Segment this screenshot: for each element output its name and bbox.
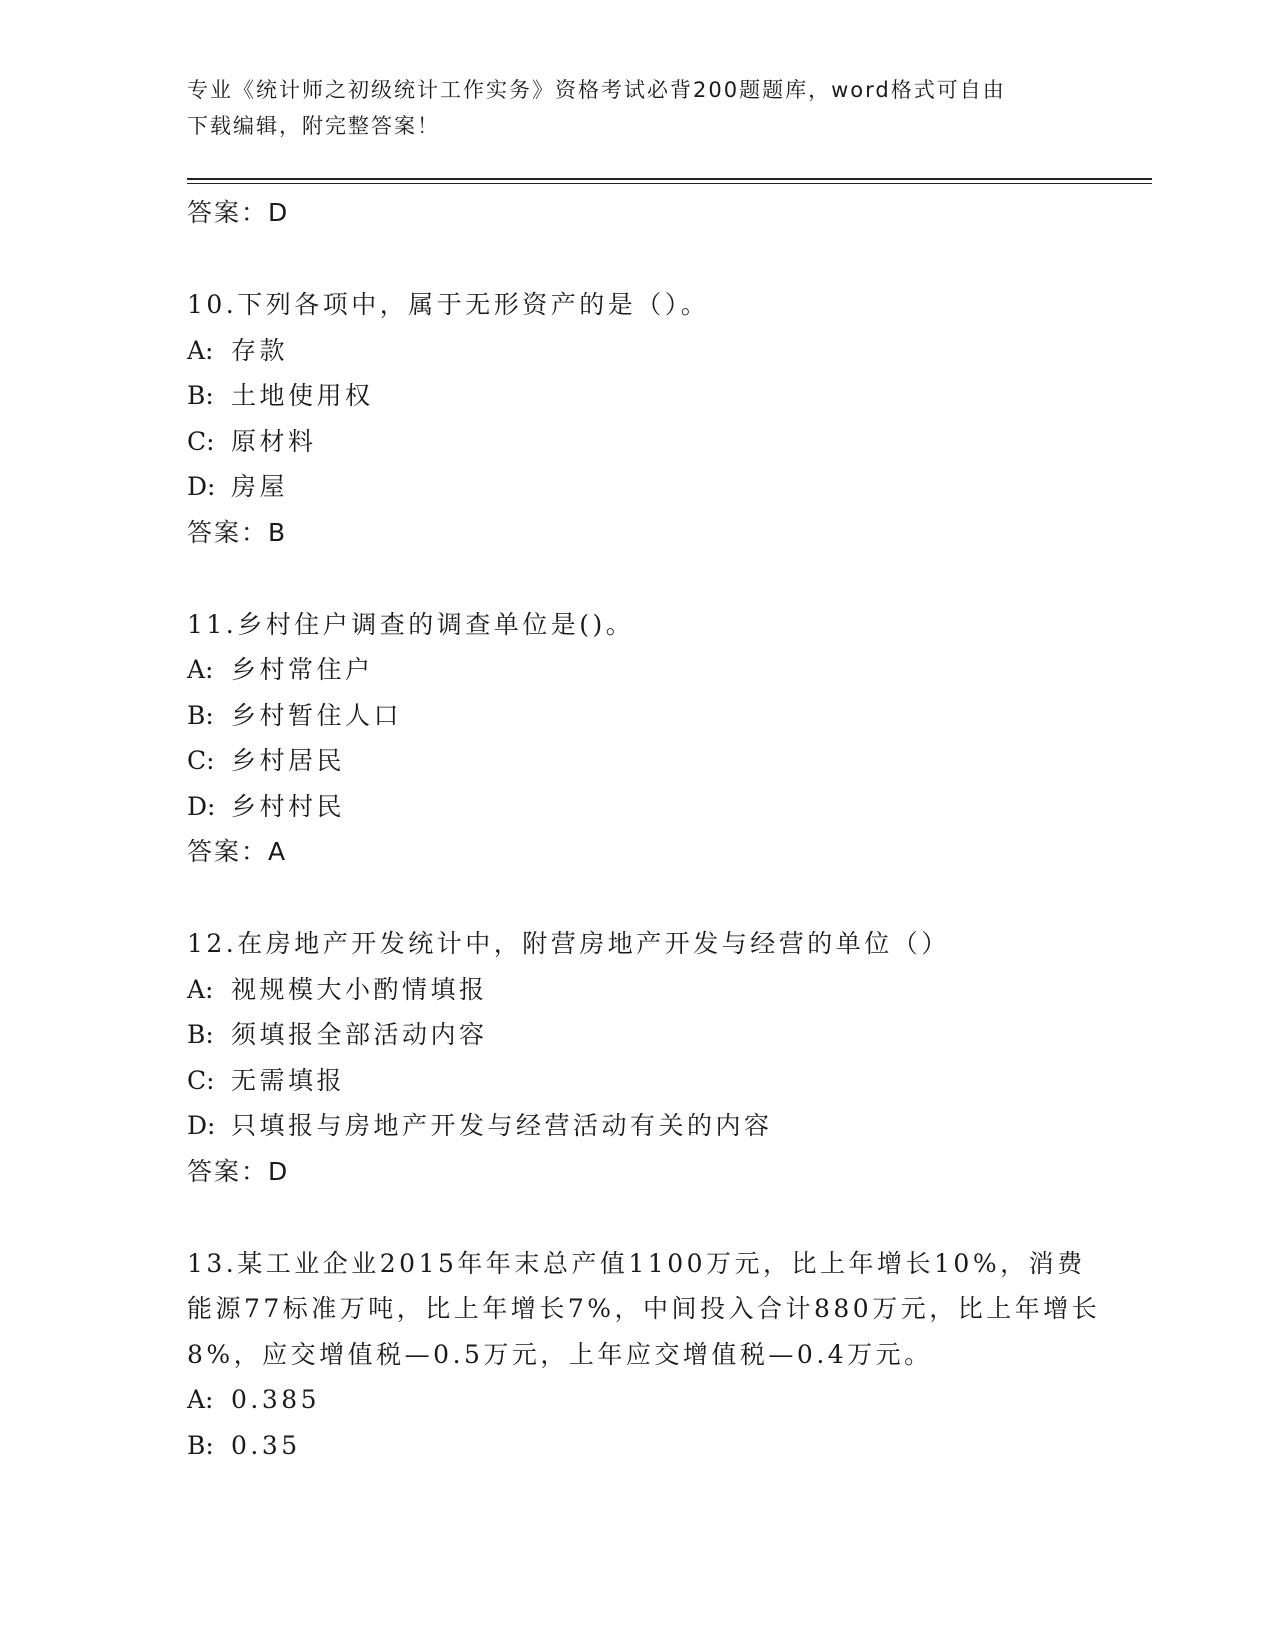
option-text: 土地使用权 — [231, 381, 374, 410]
option-text: 原材料 — [231, 426, 317, 456]
question-text: 12.在房地产开发统计中，附营房地产开发与经营的单位（） — [187, 929, 950, 958]
option-label: A: — [187, 974, 214, 1004]
option-label: D: — [187, 472, 216, 501]
header-divider-thin — [187, 183, 1152, 184]
question-block — [187, 282, 1107, 555]
question-block — [187, 1241, 1107, 1469]
document-header — [187, 72, 1067, 144]
header-line-1: 专业《统计师之初级统计工作实务》资格考试必背200题题库，word格式可自由 — [187, 78, 1006, 102]
option-a — [187, 967, 1107, 1013]
option-c — [187, 419, 1107, 465]
option-c — [187, 738, 1107, 784]
option-a — [187, 647, 1107, 693]
option-text: 存款 — [231, 335, 289, 365]
question-text: 11.乡村住户调查的调查单位是()。 — [187, 609, 635, 639]
option-label: B: — [187, 700, 214, 730]
option-label: B: — [187, 1430, 214, 1460]
option-text: 0.35 — [231, 1430, 301, 1460]
option-text: 房屋 — [231, 472, 289, 501]
option-d — [187, 464, 1107, 510]
header-divider — [187, 178, 1152, 180]
option-text: 只填报与房地产开发与经营活动有关的内容 — [231, 1111, 773, 1140]
answer-line: 答案：D — [187, 198, 290, 227]
answer-line: 答案：D — [187, 1156, 290, 1186]
question-text: 13.某工业企业2015年年末总产值1100万元，比上年增长10%，消费能源77标准万吨，比上年增长7%，中间投入合计880万元，比上年增长8%，应交增值税—0.5万元，上年应交增值税—0.4万元。 — [187, 1248, 1101, 1369]
option-label: B: — [187, 1020, 214, 1049]
option-c — [187, 1058, 1107, 1104]
answer-line: 答案：B — [187, 517, 288, 547]
question-block — [187, 921, 1107, 1194]
header-line-2: 下载编辑，附完整答案！ — [187, 114, 440, 138]
option-text: 乡村常住户 — [231, 655, 374, 684]
option-text: 无需填报 — [231, 1065, 346, 1095]
option-a — [187, 328, 1107, 374]
option-label: D: — [187, 1111, 216, 1140]
option-text: 0.385 — [231, 1385, 321, 1414]
option-label: A: — [187, 655, 214, 684]
option-a — [187, 1377, 1107, 1423]
option-d — [187, 1103, 1107, 1149]
option-label: D: — [187, 791, 216, 821]
option-label: C: — [187, 746, 215, 775]
option-label: C: — [187, 1065, 215, 1095]
option-label: A: — [187, 335, 214, 365]
option-text: 乡村暂住人口 — [231, 700, 403, 730]
option-text: 乡村村民 — [231, 791, 346, 821]
question-block — [187, 602, 1107, 875]
option-text: 须填报全部活动内容 — [231, 1020, 488, 1049]
option-label: C: — [187, 426, 215, 456]
answer-line: 答案：A — [187, 837, 288, 866]
option-b — [187, 1423, 1107, 1469]
option-label: A: — [187, 1385, 214, 1414]
option-b — [187, 373, 1107, 419]
option-b — [187, 693, 1107, 739]
question-list — [187, 190, 1107, 1468]
option-d — [187, 784, 1107, 830]
option-text: 视规模大小酌情填报 — [231, 974, 488, 1004]
option-text: 乡村居民 — [231, 746, 346, 775]
option-label: B: — [187, 381, 214, 410]
question-text: 10.下列各项中，属于无形资产的是（）。 — [187, 290, 710, 319]
option-b — [187, 1012, 1107, 1058]
